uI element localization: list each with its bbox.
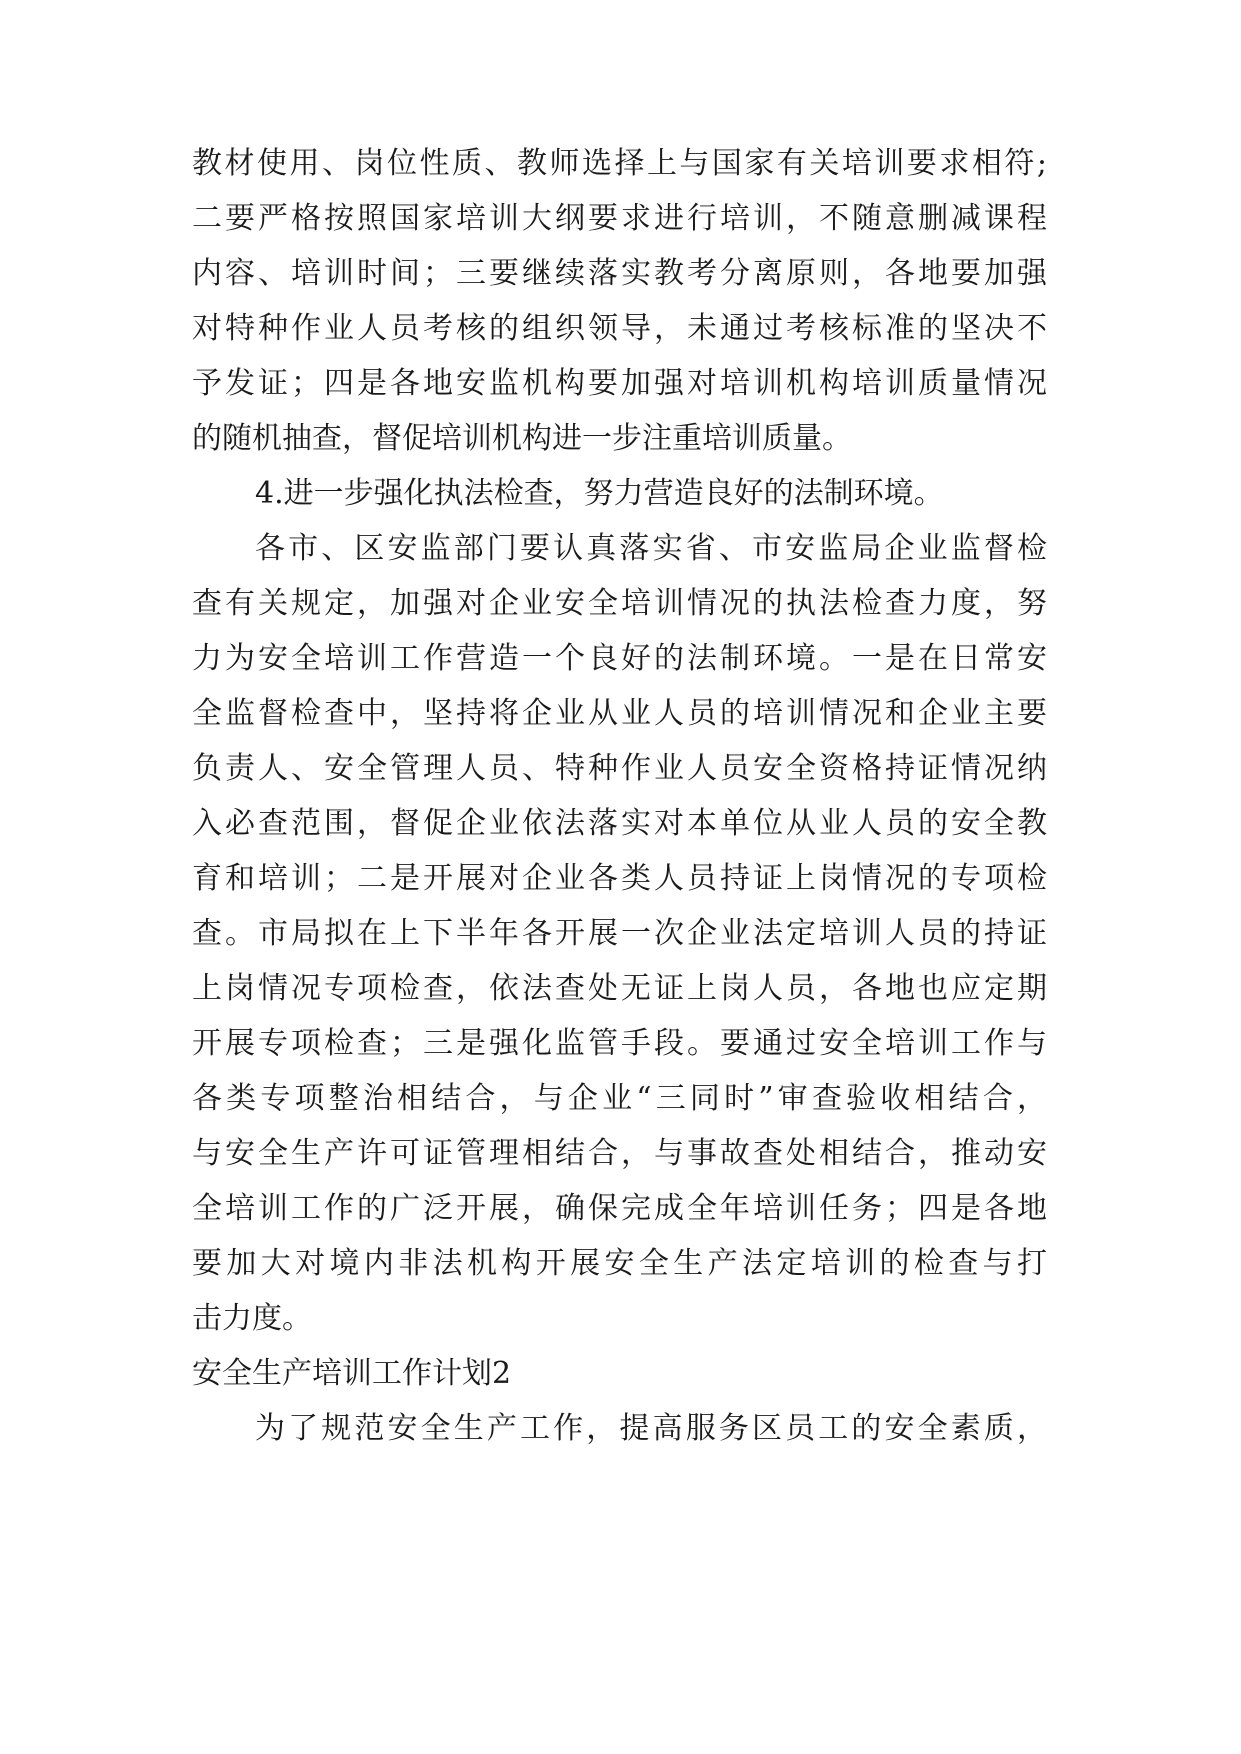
text-line: 二要严格按照国家培训大纲要求进行培训，不随意删减课程 [192, 201, 1047, 236]
text-line: 为了规范安全生产工作，提高服务区员工的安全素质， [255, 1411, 1047, 1446]
text-line: 要加大对境内非法机构开展安全生产法定培训的检查与打 [192, 1246, 1047, 1281]
text-line: 与安全生产许可证管理相结合，与事故查处相结合，推动安 [192, 1136, 1047, 1171]
text-line: 予发证；四是各地安监机构要加强对培训机构培训质量情况 [192, 366, 1047, 401]
section-heading: 4.进一步强化执法检查，努力营造良好的法制环境。 [255, 476, 944, 511]
text-line: 开展专项检查；三是强化监管手段。要通过安全培训工作与 [192, 1026, 1047, 1061]
text-line: 入必查范围，督促企业依法落实对本单位从业人员的安全教 [192, 806, 1047, 841]
text-line: 力为安全培训工作营造一个良好的法制环境。一是在日常安 [192, 641, 1047, 676]
document-title: 安全生产培训工作计划2 [192, 1356, 512, 1391]
text-line: 上岗情况专项检查，依法查处无证上岗人员，各地也应定期 [192, 971, 1047, 1006]
text-line: 育和培训；二是开展对企业各类人员持证上岗情况的专项检 [192, 861, 1047, 896]
text-line: 负责人、安全管理人员、特种作业人员安全资格持证情况纳 [192, 751, 1047, 786]
text-line: 的随机抽查，督促培训机构进一步注重培训质量。 [192, 421, 852, 456]
text-line: 查。市局拟在上下半年各开展一次企业法定培训人员的持证 [192, 916, 1047, 951]
text-line: 全培训工作的广泛开展，确保完成全年培训任务；四是各地 [192, 1191, 1047, 1226]
text-line: 对特种作业人员考核的组织领导，未通过考核标准的坚决不 [192, 311, 1047, 346]
text-line: 内容、培训时间；三要继续落实教考分离原则，各地要加强 [192, 256, 1047, 291]
text-line: 查有关规定，加强对企业安全培训情况的执法检查力度，努 [192, 586, 1047, 621]
text-line: 教材使用、岗位性质、教师选择上与国家有关培训要求相符; [192, 146, 1047, 181]
text-line: 各类专项整治相结合，与企业“三同时”审查验收相结合， [192, 1081, 1047, 1116]
text-line: 各市、区安监部门要认真落实省、市安监局企业监督检 [255, 531, 1047, 566]
text-line: 击力度。 [192, 1301, 312, 1336]
text-line: 全监督检查中，坚持将企业从业人员的培训情况和企业主要 [192, 696, 1047, 731]
